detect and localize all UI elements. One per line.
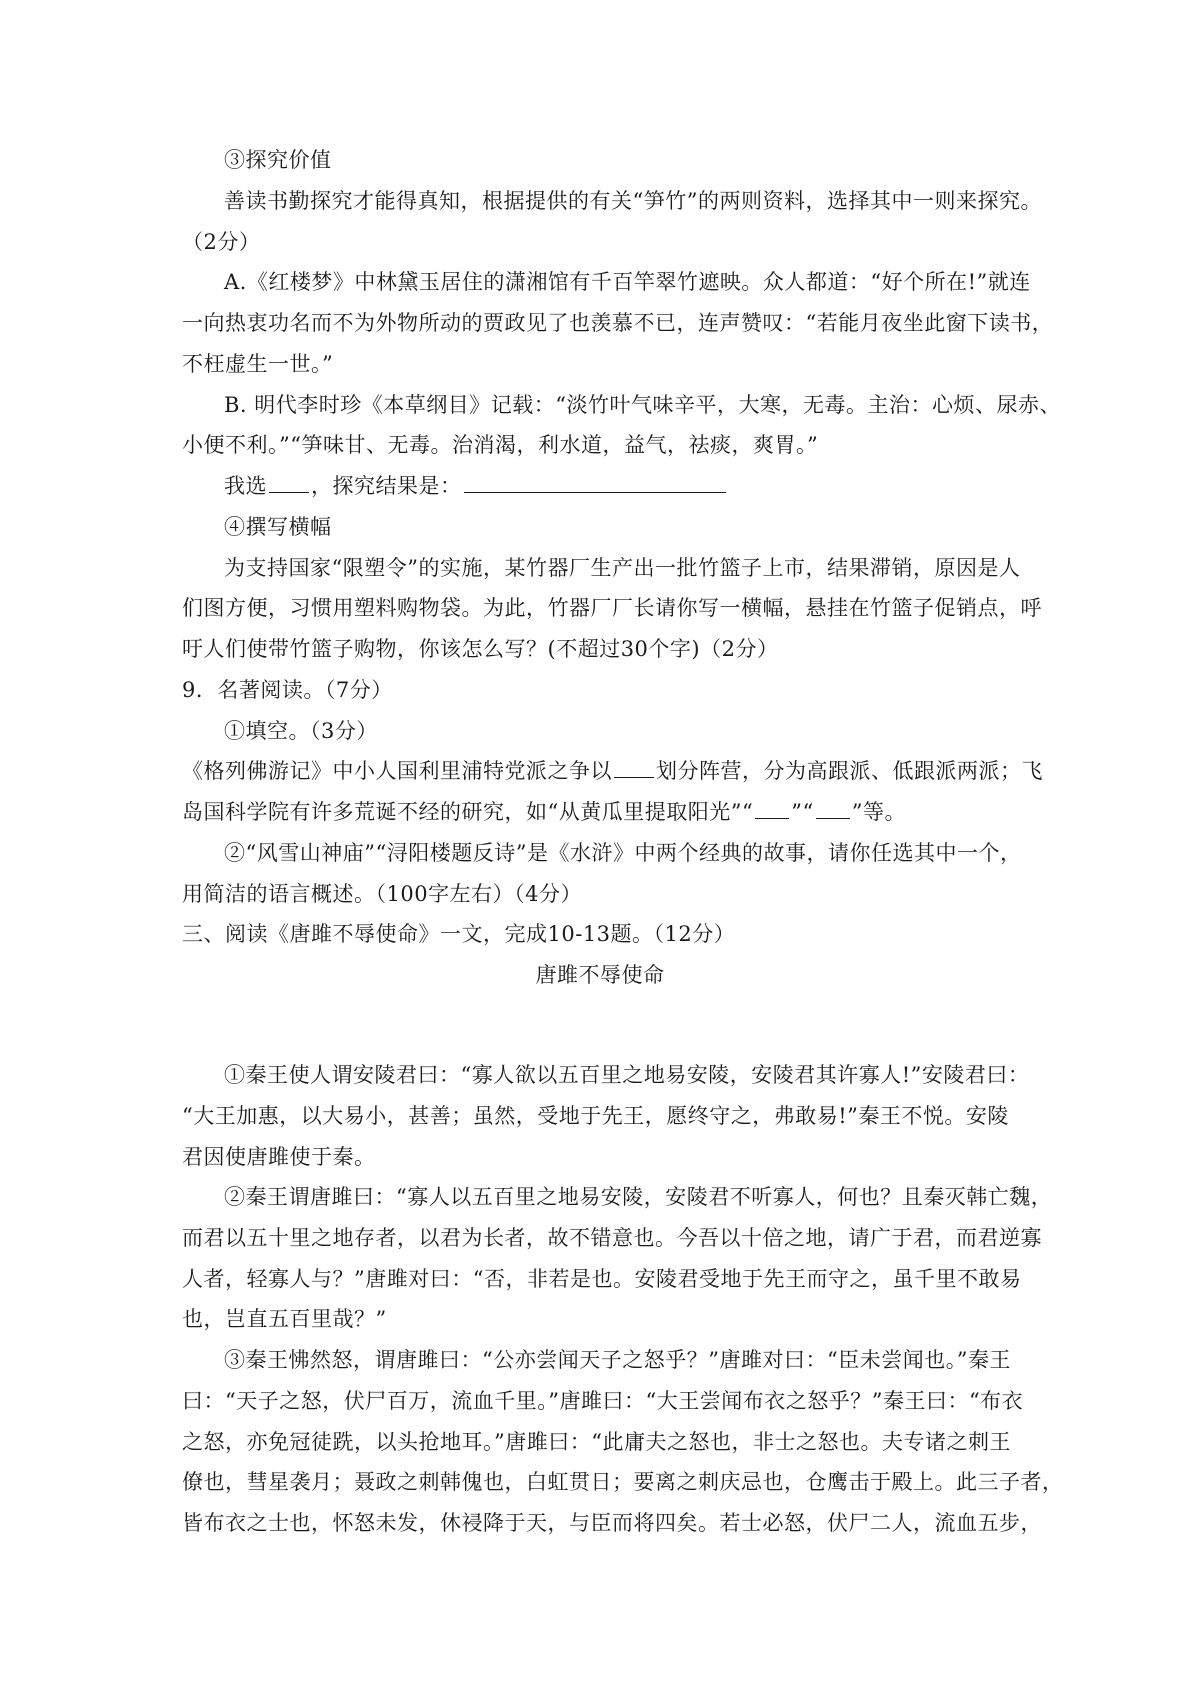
text-segment: 岛国科学院有许多荒诞不经的研究，如“从黄瓜里提取阳光”“ [182,800,754,824]
fill-blank-line [182,757,1043,785]
option-a-line: 不枉虚生一世。” [182,352,334,376]
fill-blank-heading: ①填空。（3分） [224,719,378,743]
paragraph-line: 为支持国家“限塑令”的实施，某竹器厂生产出一批竹篮子上市，结果滞销，原因是人 [224,556,1021,580]
research-blank-2[interactable] [816,798,850,819]
option-b-line: 小便不利。”“笋味甘、无毒。治消渴，利水道，益气，祛痰，爽胃。” [182,433,819,457]
text-segment: 划分阵营，分为高跟派、低跟派两派；飞 [656,759,1043,783]
text-segment: 《格列佛游记》中小人国利里浦特党派之争以 [182,759,612,783]
section-heading-banner: ④撰写横幅 [224,515,332,539]
passage-line: ③秦王怫然怒，谓唐雎曰：“公亦尝闻天子之怒乎？”唐雎对曰：“臣未尝闻也。”秦王 [224,1348,1011,1372]
passage-line: 之怒，亦免冠徒跣，以头抢地耳。”唐雎曰：“此庸夫之怒也，非士之怒也。夫专诸之刺王 [182,1430,1011,1454]
answer-prefix: 我选 [224,474,267,498]
option-a-line: 一向热衷功名而不为外物所动的贾政见了也羡慕不已，连声赞叹：“若能月夜坐此窗下读书， [182,311,1054,335]
passage-line: 僚也，彗星袭月；聂政之刺韩傀也，白虹贯日；要离之刺庆忌也，仓鹰击于殿上。此三子者， [182,1470,1064,1494]
passage-line: 君因使唐雎使于秦。 [182,1145,376,1169]
answer-line [224,472,728,500]
passage-line: 而君以五十里之地存者，以君为长者，故不错意也。今吾以十倍之地，请广于君，而君逆寡 [182,1226,1042,1250]
research-blank-1[interactable] [755,798,789,819]
passage-line: 皆布衣之士也，怀怒未发，休祲降于天，与臣而将四矣。若士必怒，伏尸二人，流血五步， [182,1511,1042,1535]
option-a-line: A.《红楼梦》中林黛玉居住的潇湘馆有千百竿翠竹遮映。众人都道：“好个所在!”就连 [224,270,1031,294]
paragraph-line: 善读书勤探究才能得真知，根据提供的有关“笋竹”的两则资料，选择其中一则来探究。 [224,189,1042,213]
gulliver-blank[interactable] [614,757,654,778]
paragraph-line: 用简洁的语言概述。（100字左右）（4分） [182,882,582,906]
part-3-heading: 三、阅读《唐雎不辱使命》一文，完成10-13题。（12分） [182,922,736,946]
result-blank[interactable] [464,472,726,493]
passage-title: 唐雎不辱使命 [535,963,665,987]
section-heading-explore-value: ③探究价值 [224,148,332,172]
paragraph-line: 们图方便，习惯用塑料购物袋。为此，竹器厂厂长请你写一横幅，悬挂在竹篮子促销点，呼 [182,596,1042,620]
passage-line: 人者，轻寡人与？”唐雎对曰：“否，非若是也。安陵君受地于先王而守之，虽千里不敢易 [182,1267,1022,1291]
passage-line: 也，岂直五百里哉？” [182,1307,387,1331]
text-segment: ”等。 [851,800,906,824]
passage-line: “大王加惠，以大易小，甚善；虽然，受地于先王，愿终守之，弗敢易!”秦王不悦。安陵 [182,1104,1009,1128]
paragraph-line: 吁人们使带竹篮子购物，你该怎么写？(不超过30个字)（2分） [182,637,779,661]
option-b-line: B. 明代李时珍《本草纲目》记载：“淡竹叶气味辛平，大寒，无毒。主治：心烦、尿赤、 [224,393,1062,417]
paragraph-line: （2分） [182,230,261,254]
passage-line: ①秦王使人谓安陵君曰：“寡人欲以五百里之地易安陵，安陵君其许寡人!”安陵君曰： [224,1063,1030,1087]
choice-blank[interactable] [269,472,309,493]
answer-middle: ，探究结果是： [311,474,462,498]
paragraph-line: ②“风雪山神庙”“浔阳楼题反诗”是《水浒》中两个经典的故事，请你任选其中一个， [224,841,1022,865]
question-9-heading: 9．名著阅读。（7分） [182,678,393,702]
fill-blank-line [182,798,906,826]
text-segment: ”“ [791,800,814,824]
passage-line: 曰：“天子之怒，伏尸百万，流血千里。”唐雎曰：“大王尝闻布衣之怒乎？”秦王曰：“布衣 [182,1389,1024,1413]
passage-line: ②秦王谓唐雎曰：“寡人以五百里之地易安陵，安陵君不听寡人，何也？且秦灭韩亡魏， [224,1185,1053,1209]
